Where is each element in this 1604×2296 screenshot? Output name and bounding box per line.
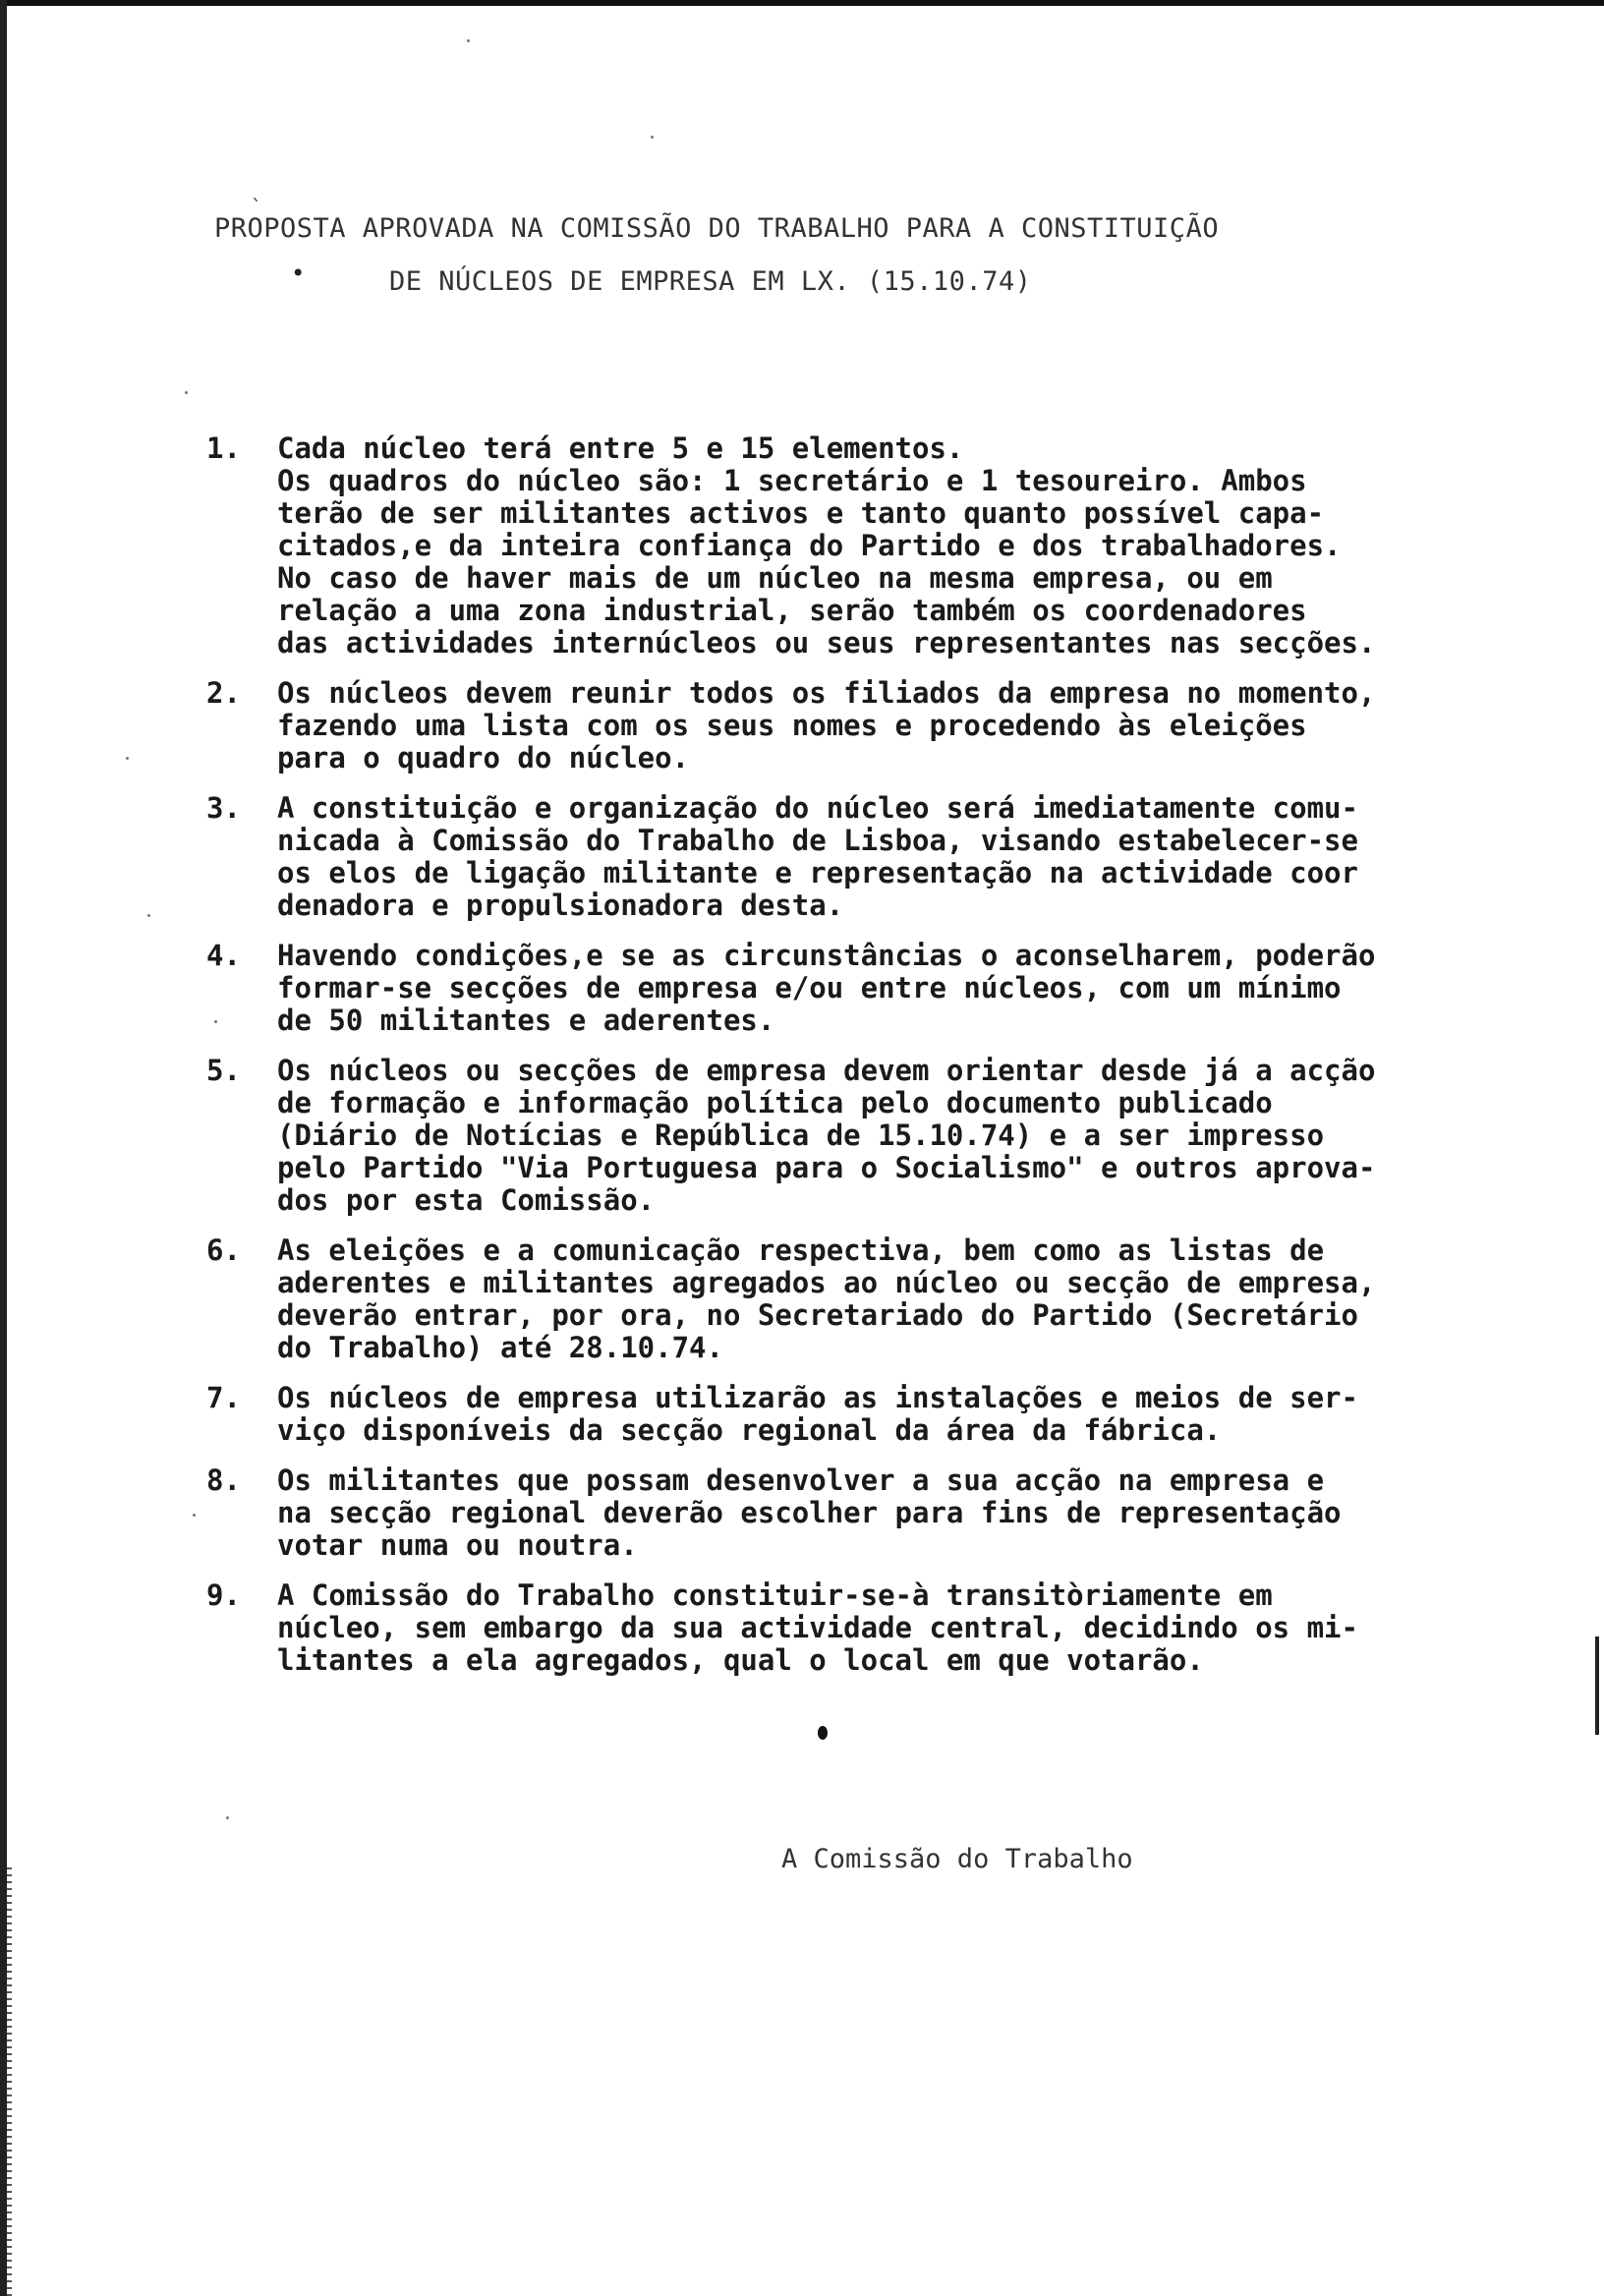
item-text: Os núcleos devem reunir todos os filiados da empresa no momento, fazendo uma lista com os seus nomes e procedendo às eleições para o quadro do núcleo. (277, 676, 1376, 775)
item-text: Os núcleos ou secções de empresa devem orientar desde já a acção de formação e informação política pelo documento publicado (Diário de Notícias e República de 15.10.74) e a ser impresso pelo Partido "Via Portuguesa para o Socialismo" e outros aprova- dos por esta Comissão. (277, 1054, 1376, 1217)
scan-mark-right (1595, 1636, 1599, 1735)
scan-speck (147, 914, 150, 917)
item-text: Os núcleos de empresa utilizarão as instalações e meios de ser- viço disponíveis da secção regional da área da fábrica. (277, 1381, 1358, 1447)
scan-speck (467, 39, 470, 42)
scan-speck (651, 136, 654, 139)
item-text: A constituição e organização do núcleo será imediatamente comu- nicada à Comissão do Trabalho de Lisboa, visando estabelecer-se os elos de ligação militante e representação na actividade coor denadora e propulsionadora desta. (277, 791, 1358, 922)
item-text: Cada núcleo terá entre 5 e 15 elementos. Os quadros do núcleo são: 1 secretário e 1 tesoureiro. Ambos terão de ser militantes activos e tanto quanto possível capa- citados,e da inteira confiança do Partido e dos trabalhadores. No caso de haver mais de um núcleo na mesma empresa, ou em relação a uma zona industrial, serão também os coordenadores das actividades internúcleos ou seus representantes nas secções. (277, 431, 1376, 660)
item-number: 3. (206, 791, 241, 825)
item-text: As eleições e a comunicação respectiva, bem como as listas de aderentes e militantes agregados ao núcleo ou secção de empresa, deverão entrar, por ora, no Secretariado do Partido (Secretário do Trabalho) até 28.10.74. (277, 1234, 1376, 1364)
scan-speck (126, 757, 129, 760)
proposal-list (206, 432, 1563, 1694)
scan-speck (193, 1514, 196, 1517)
item-number: 1. (206, 431, 241, 465)
list-item (206, 1579, 1563, 1677)
title-dot: • (291, 259, 306, 287)
item-text: Havendo condições,e se as circunstâncias o aconselharem, poderão formar-se secções de empresa e/ou entre núcleos, com um mínimo de 50 militantes e aderentes. (277, 939, 1376, 1037)
item-number: 2. (206, 676, 241, 710)
document-title (214, 202, 1453, 309)
scan-border-left (0, 0, 7, 2296)
scan-border-top (0, 0, 1604, 6)
scan-speck (185, 391, 188, 394)
list-item (206, 677, 1563, 775)
list-item (206, 432, 1563, 660)
item-text: A Comissão do Trabalho constituir-se-à transitòriamente em núcleo, sem embargo da sua actividade central, decidindo os mi- litantes a ela agregados, qual o local em que votarão. (277, 1578, 1358, 1677)
item-number: 5. (206, 1054, 241, 1087)
list-item (206, 1055, 1563, 1217)
item-number: 7. (206, 1381, 241, 1414)
item-number: 6. (206, 1234, 241, 1267)
item-number: 9. (206, 1578, 241, 1612)
list-item (206, 1464, 1563, 1562)
list-item (206, 1234, 1563, 1364)
list-item (206, 940, 1563, 1037)
scan-speck (214, 1020, 217, 1023)
ink-blot (818, 1726, 828, 1740)
scan-tick-mark: ˎ (250, 177, 262, 201)
item-text: Os militantes que possam desenvolver a sua acção na empresa e na secção regional deverão escolher para fins de representação votar numa ou noutra. (277, 1464, 1342, 1562)
scan-speck (226, 1816, 229, 1819)
scan-noise-left (7, 1867, 12, 2296)
signature: A Comissão do Trabalho (781, 1844, 1133, 1874)
list-item (206, 792, 1563, 922)
item-number: 4. (206, 939, 241, 972)
title-line-1: PROPOSTA APROVADA NA COMISSÃO DO TRABALHO PARA A CONSTITUIÇÃO (214, 213, 1220, 244)
list-item (206, 1382, 1563, 1447)
title-line-2: DE NÚCLEOS DE EMPRESA EM LX. (15.10.74) (389, 266, 1032, 297)
item-number: 8. (206, 1464, 241, 1497)
